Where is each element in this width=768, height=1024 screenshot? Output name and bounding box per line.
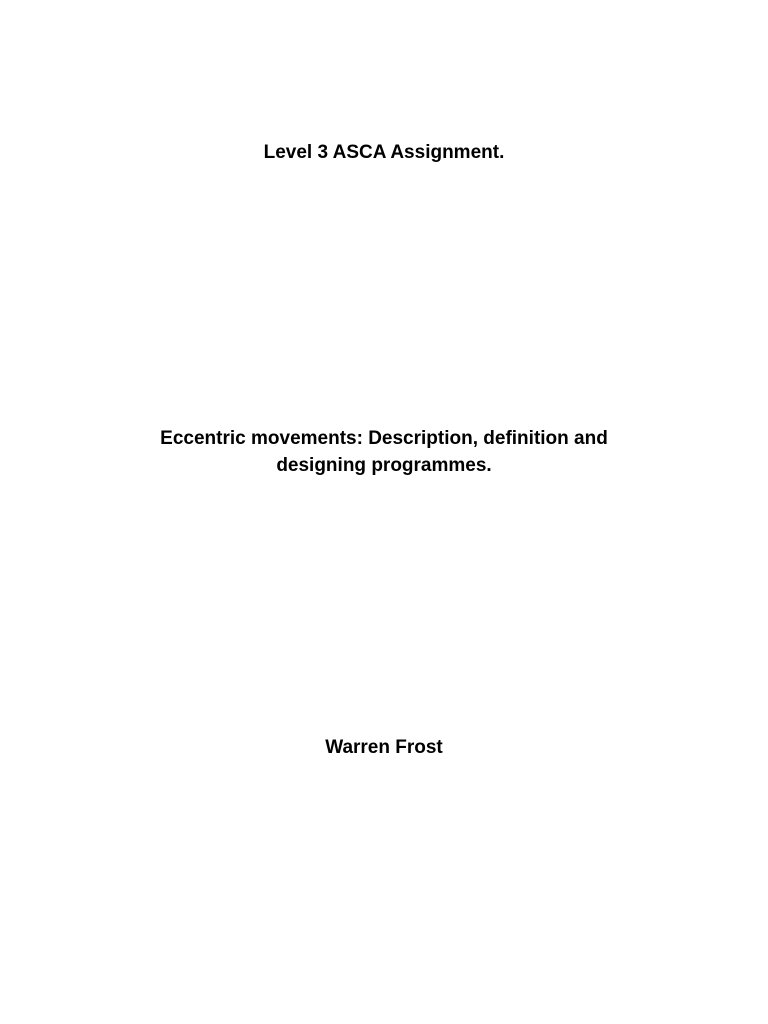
document-subtitle-line-2: designing programmes.: [276, 455, 492, 476]
document-subtitle: [0, 425, 768, 479]
document-subtitle-line-1: Eccentric movements: Description, definition and: [160, 428, 608, 449]
document-author: Warren Frost: [325, 737, 443, 758]
document-title: Level 3 ASCA Assignment.: [263, 142, 505, 163]
